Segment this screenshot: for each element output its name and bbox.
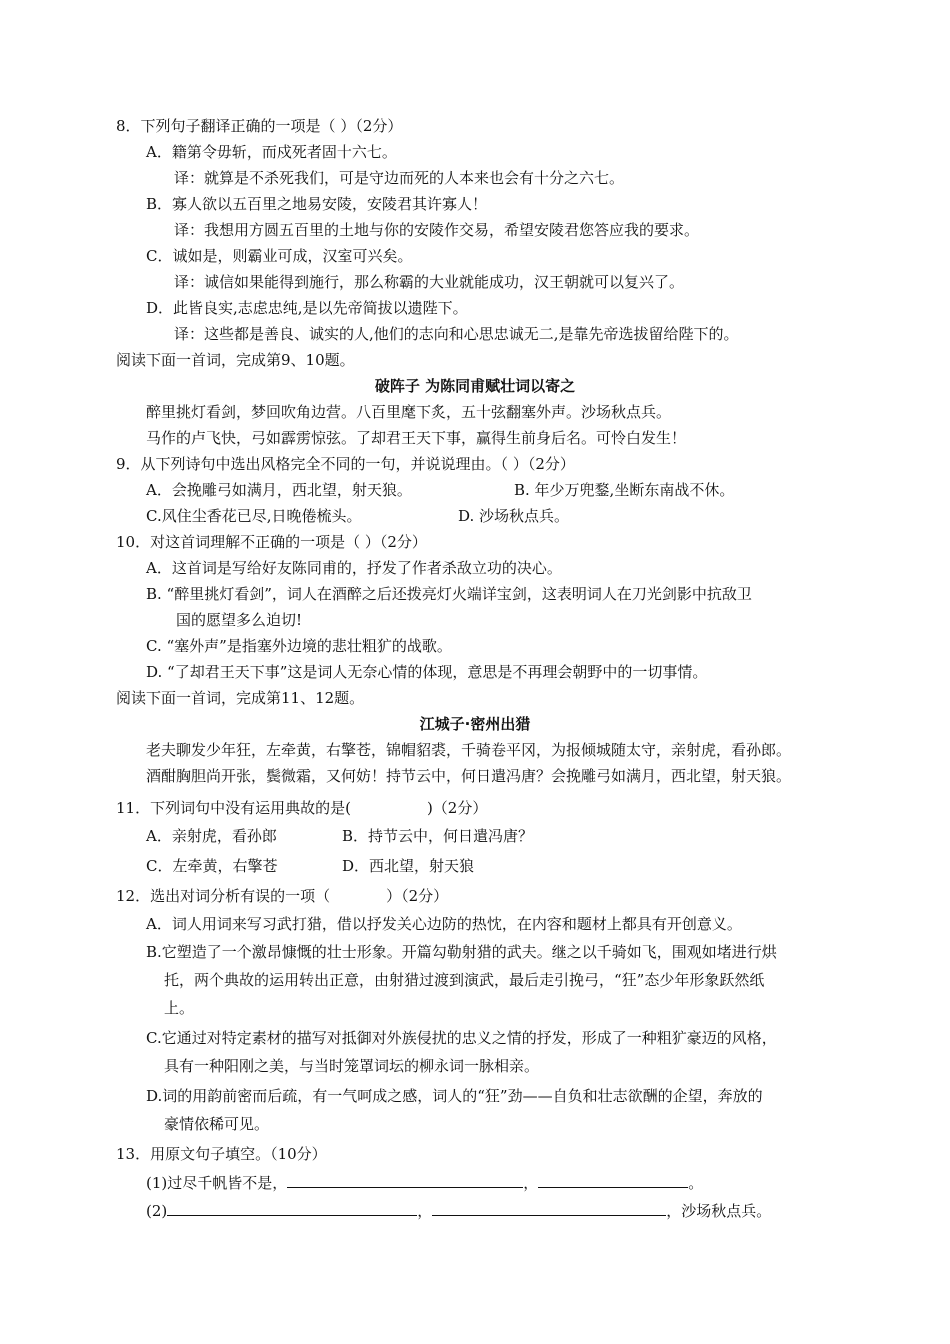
q11-stem-text: 11．下列词句中没有运用典故的是( — [116, 799, 351, 817]
q11-stem — [116, 798, 487, 818]
q8-option-b-translation: 译：我想用方圆五百里的土地与你的安陵作交易，希望安陵君您答应我的要求。 — [174, 221, 700, 239]
poem2-title: 江城子·密州出猎 — [419, 715, 531, 733]
q13-stem: 13．用原文句子填空。（10分） — [116, 1145, 327, 1163]
q13-item-1-blank-2[interactable] — [538, 1172, 688, 1188]
q8-stem: 8．下列句子翻译正确的一项是（ ）（2分） — [116, 117, 403, 135]
q10-option-d: D. “了却君王天下事”这是词人无奈心情的体现，意思是不再理会朝野中的一切事情。 — [146, 663, 708, 681]
q8-option-c: C．诚如是，则霸业可成，汉室可兴矣。 — [146, 247, 413, 265]
q9-stem: 9．从下列诗句中选出风格完全不同的一句，并说说理由。（ ）（2分） — [116, 455, 575, 473]
reading-intro-1: 阅读下面一首词，完成第9、10题。 — [116, 351, 355, 369]
q11-option-a: A．亲射虎，看孙郎 — [146, 827, 277, 845]
q12-stem — [116, 886, 448, 906]
q13-item-2-comma: ， — [417, 1202, 433, 1220]
q10-option-b-line-1: B. “醉里挑灯看剑”，词人在酒醉之后还拨亮灯火端详宝剑，这表明词人在刀光剑影中抗敌卫 — [146, 585, 752, 603]
q13-item-1 — [146, 1172, 703, 1193]
q10-option-a: A．这首词是写给好友陈同甫的，抒发了作者杀敌立功的决心。 — [146, 559, 562, 577]
q9-option-c: C.风住尘香花已尽,日晚倦梳头。 — [146, 507, 362, 525]
q13-item-1-prompt: (1)过尽千帆皆不是， — [146, 1174, 288, 1192]
q12-option-d-line-2: 豪情依稀可见。 — [164, 1115, 270, 1133]
q13-item-2-end: ，沙场秋点兵。 — [666, 1202, 772, 1220]
q12-option-b-line-3: 上。 — [164, 999, 195, 1017]
q11-option-c: C．左牵黄，右擎苍 — [146, 857, 278, 875]
q10-option-b-line-2: 国的愿望多么迫切! — [176, 611, 303, 629]
q9-option-b: B. 年少万兜鍪,坐断东南战不休。 — [514, 481, 735, 499]
q8-option-a: A．籍第令毋斩，而戍死者固十六七。 — [146, 143, 397, 161]
q8-option-b: B．寡人欲以五百里之地易安陵，安陵君其许寡人！ — [146, 195, 488, 213]
q12-stem-text: 12．选出对词分析有误的一项（ — [116, 887, 331, 905]
reading-intro-2: 阅读下面一首词，完成第11、12题。 — [116, 689, 365, 707]
q13-item-1-comma: ， — [523, 1174, 539, 1192]
q13-item-2-blank-1[interactable] — [167, 1200, 417, 1216]
q10-option-c: C. “塞外声”是指塞外边境的悲壮粗犷的战歌。 — [146, 637, 452, 655]
q13-item-1-end: 。 — [688, 1174, 704, 1192]
poem2-line-1: 老夫聊发少年狂，左牵黄，右擎苍，锦帽貂裘，千骑卷平冈，为报倾城随太守，亲射虎，看孙郎。 — [146, 741, 792, 759]
q12-option-d-line-1: D.词的用韵前密而后疏，有一气呵成之感，词人的“狂”劲——自负和壮志欲酬的企望，奔放的 — [146, 1087, 763, 1105]
poem1-line-2: 马作的卢飞快，弓如霹雳惊弦。了却君王天下事，赢得生前身后名。可怜白发生！ — [146, 429, 687, 447]
q8-option-d: D．此皆良实,志虑忠纯,是以先帝简拔以遗陛下。 — [146, 299, 468, 317]
q12-option-c-line-1: C.它通过对特定素材的描写对抵御对外族侵扰的忠义之情的抒发，形成了一种粗犷豪迈的风格， — [146, 1029, 777, 1047]
q11-option-d: D．西北望，射天狼 — [342, 857, 475, 875]
q11-stem-score: )（2分） — [426, 799, 488, 817]
q12-option-c-line-2: 具有一种阳刚之美，与当时笼罩词坛的柳永词一脉相亲。 — [164, 1057, 540, 1075]
q10-stem: 10．对这首词理解不正确的一项是（ ）（2分） — [116, 533, 427, 551]
q11-option-b: B．持节云中，何日遣冯唐？ — [342, 827, 534, 845]
poem2-line-2: 酒酣胸胆尚开张，鬓微霜，又何妨！持节云中，何日遣冯唐？会挽雕弓如满月，西北望，射天狼。 — [146, 767, 792, 785]
q13-item-2-prompt: (2) — [146, 1202, 168, 1220]
q8-option-c-translation: 译：诚信如果能得到施行，那么称霸的大业就能成功，汉王朝就可以复兴了。 — [174, 273, 685, 291]
poem1-title: 破阵子 为陈同甫赋壮词以寄之 — [374, 377, 576, 395]
q12-stem-score: ）（2分） — [386, 887, 449, 905]
q13-item-1-blank-1[interactable] — [287, 1172, 523, 1188]
q12-option-a: A．词人用词来写习武打猎，借以抒发关心边防的热忱，在内容和题材上都具有开创意义。 — [146, 915, 742, 933]
q8-option-a-translation: 译：就算是不杀死我们，可是守边而死的人本来也会有十分之六七。 — [174, 169, 625, 187]
q13-item-2-blank-2[interactable] — [432, 1200, 666, 1216]
q8-option-d-translation: 译：这些都是善良、诚实的人,他们的志向和心思忠诚无二,是靠先帝选拔留给陛下的。 — [174, 325, 739, 343]
q13-item-2 — [146, 1200, 771, 1221]
q12-option-b-line-1: B.它塑造了一个激昂慷慨的壮士形象。开篇勾勒射猎的武夫。继之以千骑如飞，围观如堵进行烘 — [146, 943, 777, 961]
poem1-line-1: 醉里挑灯看剑，梦回吹角边营。八百里麾下炙，五十弦翻塞外声。沙场秋点兵。 — [146, 403, 672, 421]
q9-option-d: D. 沙场秋点兵。 — [458, 507, 570, 525]
q9-option-a: A．会挽雕弓如满月，西北望，射天狼。 — [146, 481, 412, 499]
q12-option-b-line-2: 托，两个典故的运用转出正意，由射猎过渡到演武，最后走引挽弓，“狂”态少年形象跃然纸 — [164, 971, 765, 989]
